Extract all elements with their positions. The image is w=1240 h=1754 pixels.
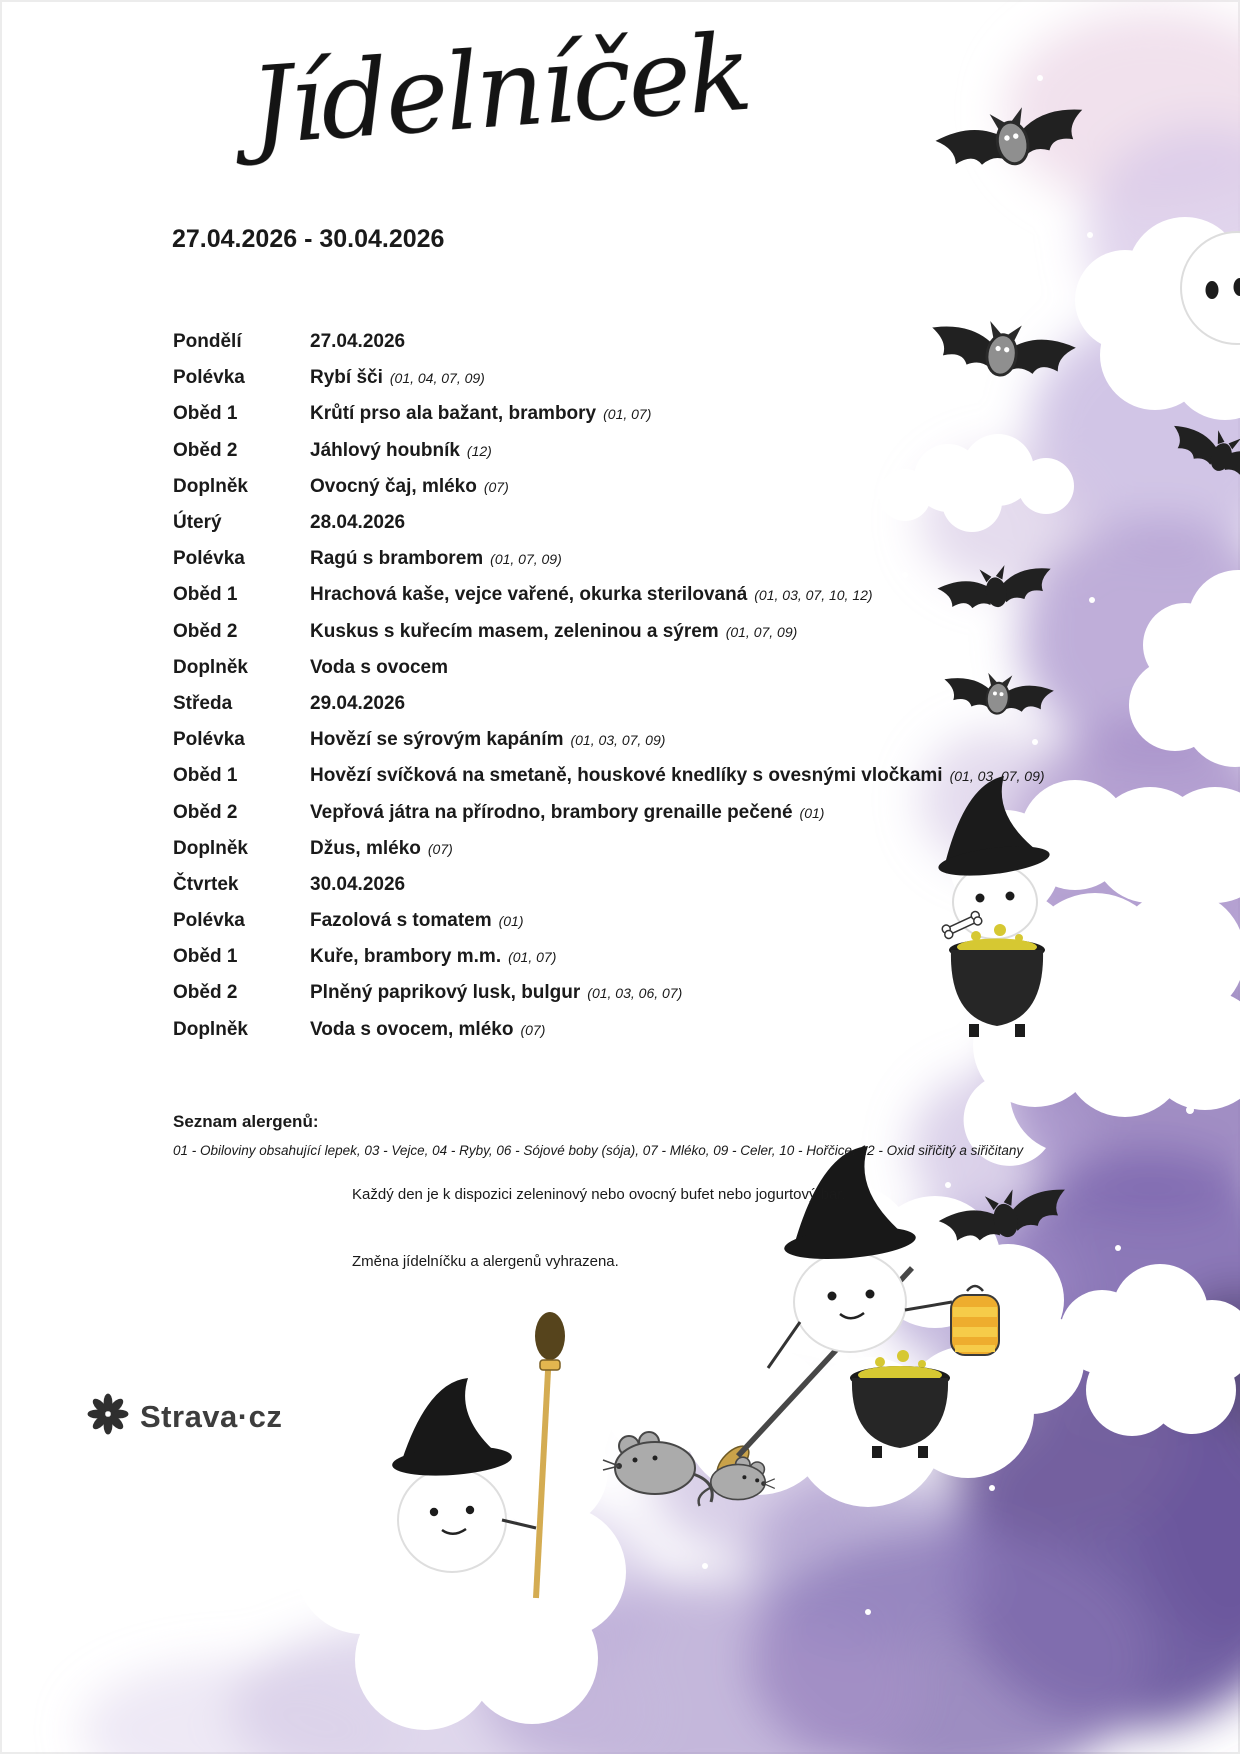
allergen-heading: Seznam alergenů:: [173, 1112, 319, 1131]
menu-row: [173, 758, 1093, 794]
dish-text: Vepřová játra na přírodno, brambory grenaille pečené: [310, 801, 793, 823]
dish-text: Hrachová kaše, vejce vařené, okurka sterilovaná: [310, 584, 748, 606]
dish-text: Voda s ovocem, mléko: [310, 1018, 514, 1040]
menu-row-value: [310, 548, 562, 570]
striped-basket-illustration: [951, 1286, 999, 1355]
menu-row-value: [310, 693, 412, 715]
menu-row-label: Doplněk: [173, 837, 248, 859]
menu-row-label: Polévka: [173, 910, 245, 932]
menu-row: [173, 469, 1093, 505]
menu-row-label: Oběd 2: [173, 439, 238, 461]
menu-row: [173, 1012, 1093, 1048]
menu-row-label: Středa: [173, 692, 233, 714]
page-title: Jídelníček: [246, 10, 754, 169]
menu-row-label: Doplněk: [173, 1018, 248, 1040]
allergen-codes: (01, 07): [603, 406, 652, 423]
menu-row: [173, 324, 1093, 360]
menu-row: [173, 722, 1093, 758]
buffet-note: Každý den je k dispozici zeleninový nebo ovocný bufet nebo jogurtový bar.: [352, 1186, 846, 1203]
menu-row-label: Oběd 1: [173, 584, 238, 606]
menu-row: [173, 794, 1093, 830]
allergen-codes: (01, 07): [508, 949, 557, 966]
menu-row-value: [310, 802, 824, 824]
menu-row-label: Úterý: [173, 512, 222, 534]
menu-row: [173, 433, 1093, 469]
allergen-codes: (01, 07, 09): [725, 623, 798, 640]
allergen-codes: (01, 03, 06, 07): [587, 985, 683, 1002]
dish-text: 27.04.2026: [310, 331, 406, 353]
allergen-codes: (01, 03, 07, 09): [949, 768, 1045, 785]
menu-row-label: Polévka: [173, 729, 245, 751]
dish-text: Ragú s bramborem: [310, 548, 484, 570]
allergen-codes: (07): [483, 478, 509, 495]
menu-row-value: [310, 765, 1045, 787]
menu-row: [173, 577, 1093, 613]
menu-row: [173, 939, 1093, 975]
dish-text: Voda s ovocem: [310, 656, 448, 678]
allergen-codes: (07): [427, 840, 453, 857]
menu-row-value: [310, 440, 492, 462]
menu-row: [173, 360, 1093, 396]
menu-row-label: Oběd 1: [173, 946, 238, 968]
menu-row-value: [310, 874, 412, 896]
menu-row: [173, 867, 1093, 903]
menu-row: [173, 396, 1093, 432]
menu-row-value: [310, 729, 665, 751]
date-range: 27.04.2026 - 30.04.2026: [172, 225, 445, 253]
dish-text: 29.04.2026: [310, 692, 406, 714]
menu-row-label: Čtvrtek: [173, 873, 239, 895]
flower-icon: [86, 1392, 130, 1441]
menu-row-label: Oběd 2: [173, 620, 238, 642]
menu-row-value: [310, 946, 556, 968]
change-note: Změna jídelníčku a alergenů vyhrazena.: [352, 1253, 619, 1270]
menu-row-value: [310, 403, 651, 425]
allergen-codes: (01, 07, 09): [490, 551, 562, 568]
menu-row: [173, 505, 1093, 541]
allergen-section: [173, 1112, 1193, 1158]
allergen-codes: (01): [498, 913, 524, 930]
allergen-codes: (12): [466, 442, 492, 459]
dish-text: 30.04.2026: [310, 873, 406, 895]
allergen-codes: (01, 04, 07, 09): [389, 370, 485, 387]
menu-row-label: Oběd 1: [173, 403, 238, 425]
menu-row: [173, 686, 1093, 722]
menu-row-value: [310, 657, 455, 679]
strava-logo: [86, 1392, 282, 1441]
dish-text: Fazolová s tomatem: [310, 910, 492, 932]
dish-text: Ovocný čaj, mléko: [310, 475, 477, 497]
menu-row-value: [310, 512, 412, 534]
menu-row-label: Polévka: [173, 367, 245, 389]
menu-row: [173, 650, 1093, 686]
menu-row-value: [310, 584, 873, 606]
menu-row: [173, 614, 1093, 650]
dish-text: Jáhlový houbník: [310, 439, 460, 461]
menu-row: [173, 541, 1093, 577]
allergen-codes: (07): [520, 1021, 546, 1038]
menu-row-label: Doplněk: [173, 475, 248, 497]
dish-text: Krůtí prso ala bažant, brambory: [310, 403, 597, 425]
menu-row-label: Oběd 1: [173, 765, 238, 787]
allergen-list: 01 - Obiloviny obsahující lepek, 03 - Vejce, 04 - Ryby, 06 - Sójové boby (sója), 07 - Mléko, 09 - Celer, 10 - Hořčice, 12 - Oxid siřičitý a siřičitany: [173, 1143, 1024, 1158]
dish-text: Džus, mléko: [310, 837, 421, 859]
menu-row-label: Polévka: [173, 548, 245, 570]
menu-row: [173, 975, 1093, 1011]
menu-row-value: [310, 476, 509, 498]
menu-row-label: Oběd 2: [173, 982, 238, 1004]
brand-text: Strava·cz: [140, 1398, 283, 1434]
menu-row-value: [310, 367, 485, 389]
allergen-codes: (01, 03, 07, 10, 12): [754, 587, 873, 604]
dish-text: Rybí šči: [310, 367, 383, 389]
menu-row-value: [310, 621, 797, 643]
menu-row: [173, 831, 1093, 867]
menu-row-value: [310, 838, 453, 860]
menu-row-label: Pondělí: [173, 331, 242, 353]
dish-text: Hovězí se sýrovým kapáním: [310, 729, 564, 751]
dish-text: Plněný paprikový lusk, bulgur: [310, 982, 581, 1004]
menu-row-value: [310, 1019, 545, 1041]
menu-row-value: [310, 982, 682, 1004]
dish-text: Kuskus s kuřecím masem, zeleninou a sýrem: [310, 620, 719, 642]
menu-row: [173, 903, 1093, 939]
allergen-codes: (01): [799, 804, 825, 821]
menu-row-label: Doplněk: [173, 656, 248, 678]
dish-text: Kuře, brambory m.m.: [310, 946, 502, 968]
menu-row-value: [310, 331, 412, 353]
menu-row-label: Oběd 2: [173, 801, 238, 823]
dish-text: 28.04.2026: [310, 512, 406, 534]
menu-table: [173, 324, 1093, 1048]
dish-text: Hovězí svíčková na smetaně, houskové knedlíky s ovesnými vločkami: [310, 765, 943, 787]
menu-row-value: [310, 910, 524, 932]
allergen-codes: (01, 03, 07, 09): [570, 732, 666, 749]
